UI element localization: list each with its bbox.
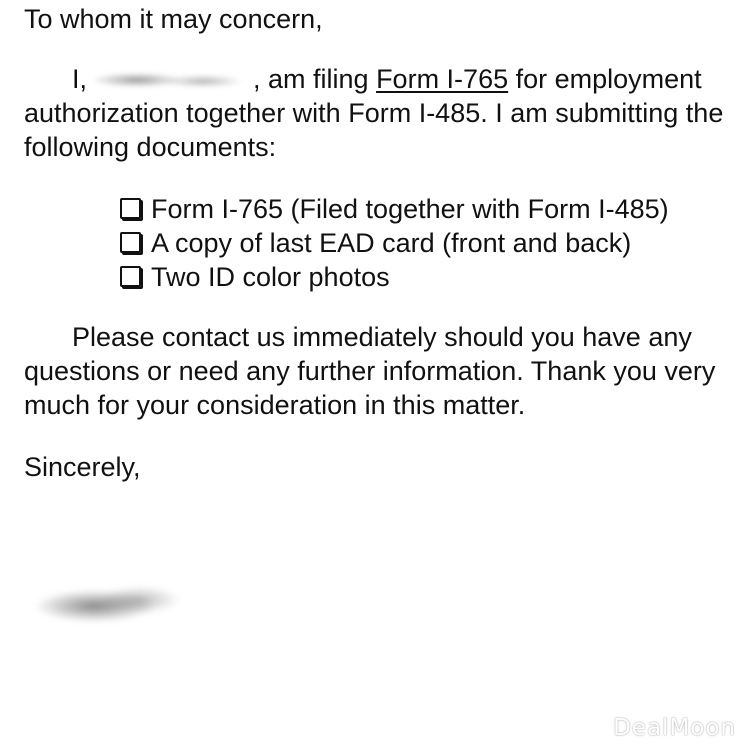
letter-body — [24, 2, 736, 484]
form-i765-reference: Form I-765 — [376, 64, 509, 94]
checklist-item — [120, 226, 700, 260]
salutation: To whom it may concern, — [24, 4, 323, 34]
intro-lead: I, — [72, 64, 88, 94]
checkbox-icon — [120, 266, 141, 287]
checklist-item-text: Two ID color photos — [151, 262, 390, 292]
document-checklist — [120, 192, 700, 294]
watermark: DealMoon — [613, 715, 736, 741]
signoff: Sincerely, — [24, 452, 141, 482]
redacted-signature — [14, 575, 194, 637]
checklist-item — [120, 260, 700, 294]
closing-paragraph: Please contact us immediately should you have any questions or need any further information. Thank you very much for your consideration in this matter. — [24, 322, 716, 420]
checklist-item-text: Form I-765 (Filed together with Form I-485) — [151, 194, 669, 224]
intro-after-name: , am filing — [253, 64, 377, 94]
checkbox-icon — [120, 198, 141, 219]
checkbox-icon — [120, 232, 141, 253]
checklist-item — [120, 192, 700, 226]
intro-paragraph — [24, 62, 736, 164]
intro-rest: for employment authorization together with Form I-485. I am submitting the following documents: — [24, 64, 724, 162]
checklist-item-text: A copy of last EAD card (front and back) — [151, 228, 632, 258]
redacted-name — [88, 68, 252, 92]
